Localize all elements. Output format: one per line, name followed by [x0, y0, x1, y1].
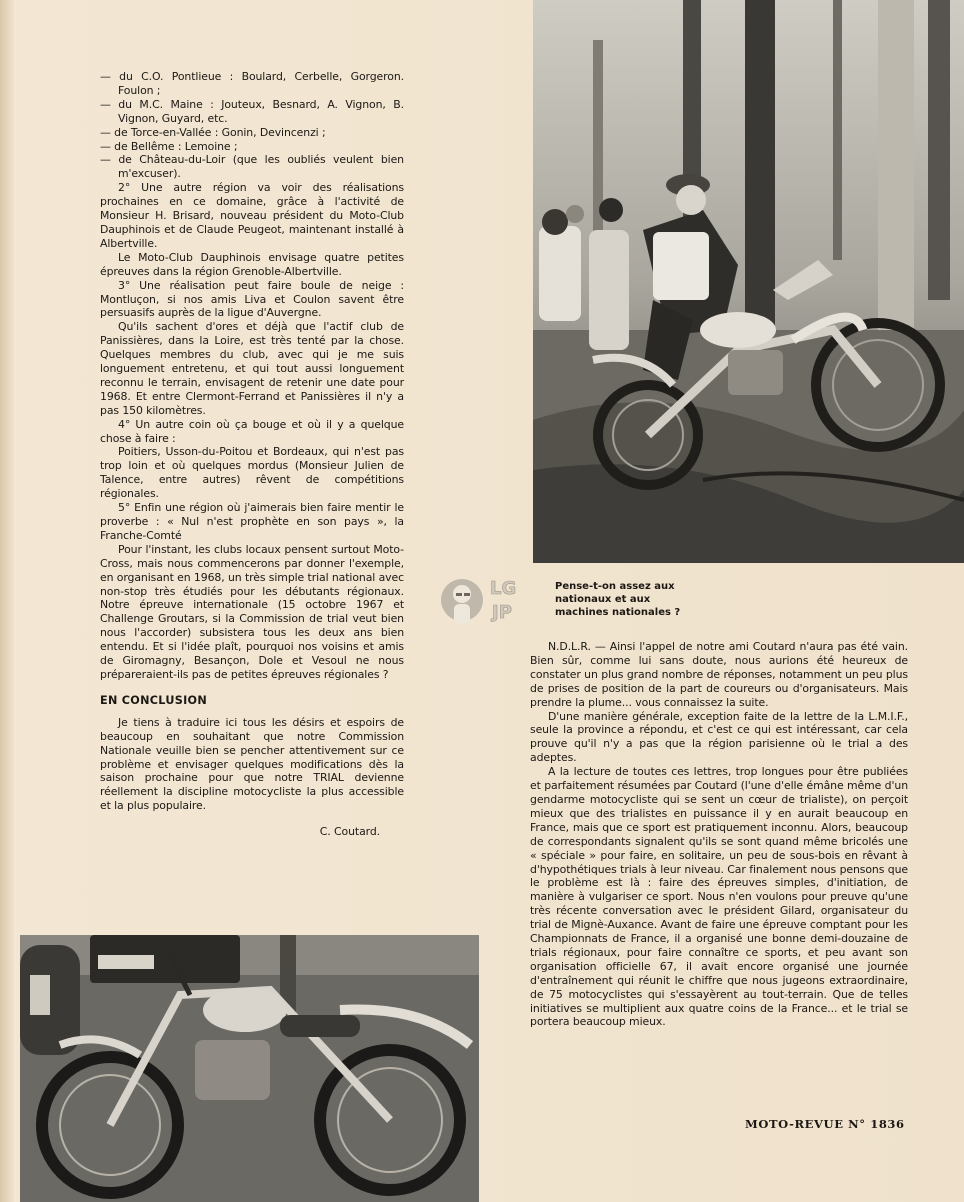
paragraph: A la lecture de toutes ces lettres, trop longues pour être publiées et parfaitement résumées par Coutard (l'une d'elle émâne même d'un gendarme motocycliste qui se sent un cœur de trialiste), on perçoit mieux que des trialistes en puissance il y en aurait beaucoup en France, mais que ce sport est pratiquement inconnu. Alors, beaucoup de correspondants signalent qu'ils se sont quand même bricolés une « spéciale » pour faire, en solitaire, un peu de sous-bois en rêvant à d'hypothétiques trials à leur niveau. Car finalement nous pensons que le problème est là : faire des épreuves simples, d'initiation, de manière à vulgariser ce sport. Nous n'en voulons pour preuve qu'une très récente conversation avec le président Gilard, organisateur du trial de Mignè-Auxance. Avant de faire une épreuve comptant pour les Championnats de France, il a organisé une bonne demi-douzaine de trials régionaux, pour faire connaître ce sports, et peu avant son organisation officielle 67, il avait encore organisé une journée d'entraînement qui réunit le chiffre que nous jugeons extraordinaire, de 75 motocyclistes qui s'essayèrent au tout-terrain. Que de telles initiatives se multiplient aux quatre coins de la France... et le trial se portera beaucoup mieux. [530, 765, 908, 1029]
paragraph: Pour l'instant, les clubs locaux pensent surtout Moto-Cross, mais nous commencerons par donner l'exemple, en organisant en 1968, un très simple trial national avec non-stop très étudiés pour les débutants régionaux. Notre épreuve internationale (15 octobre 1967 et Challenge Groutars, si la Commission de trial veut bien nous l'accorder) subsistera tous les deux ans bien entendu. Et si l'idée plaît, pourquoi nos voisins et amis de Giromagny, Besançon, Dole et Vesoul ne nous prépareraient-ils pas de petites épreuves régionales ? [100, 542, 404, 681]
paragraph: D'une manière générale, exception faite de la lettre de la L.M.I.F., seule la province a répondu, et c'est ce qui est intéressant, car cela prouve qu'il n'y a pas que la région parisienne où le trial a des adeptes. [530, 709, 908, 765]
lgjp-logo [440, 568, 524, 634]
page-edge [0, 0, 14, 1202]
article-right-column [530, 640, 908, 1029]
article-left-column [100, 70, 404, 839]
svg-text:JP: JP [492, 602, 512, 623]
paragraph: — de Château-du-Loir (que les oubliés veulent bien m'excuser). [100, 153, 404, 181]
photo-rider-forest [533, 0, 964, 563]
paragraph: 3° Une réalisation peut faire boule de neige : Montluçon, si nos amis Liva et Coulon savent être persuasifs auprès de la ligue d'Auvergne. [100, 278, 404, 320]
paragraph: — du M.C. Maine : Jouteux, Besnard, A. Vignon, B. Vignon, Guyard, etc. [100, 97, 404, 125]
section-heading: EN CONCLUSION [100, 693, 208, 707]
paragraph: — de Bellême : Lemoine ; [100, 139, 238, 153]
paragraph: Poitiers, Usson-du-Poitou et Bordeaux, qui n'est pas trop loin et où quelques mordus (Monsieur Julien de Talence, entre autres) rêvent de compétitions régionales. [100, 445, 404, 501]
paragraph: — de Torce-en-Vallée : Gonin, Devincenzi ; [100, 125, 326, 139]
svg-text:LG: LG [490, 578, 517, 599]
motorcycle-illustration [20, 935, 479, 1202]
paragraph: N.D.L.R. — Ainsi l'appel de notre ami Coutard n'aura pas été vain. Bien sûr, comme lui sans doute, nous aurions été heureux de constater un plus grand nombre de réponses, notamment un peu plus de prises de position de la part de coureurs ou d'organisateurs. Mais prendre la plume... vous connaissez la suite. [530, 640, 908, 709]
author-signature: C. Coutard. [319, 825, 380, 839]
paragraph: Je tiens à traduire ici tous les désirs et espoirs de beaucoup en souhaitant que notre Commission Nationale veuille bien se pencher attentivement sur ce problème et envisager quelques modifications dès la saison prochaine pour que notre TRIAL devienne réellement la discipline motocycliste la plus accessible et la plus populaire. [100, 715, 404, 813]
logo-graphic [440, 568, 524, 634]
photo-motorcycle [20, 935, 479, 1202]
photo-caption: Pense-t-on assez aux nationaux et aux machines nationales ? [555, 581, 681, 618]
paragraph: Le Moto-Club Dauphinois envisage quatre petites épreuves dans la région Grenoble-Albertville. [100, 250, 404, 278]
paragraph: 4° Un autre coin où ça bouge et où il y a quelque chose à faire : [100, 417, 404, 445]
paragraph: Qu'ils sachent d'ores et déjà que l'actif club de Panissières, dans la Loire, est très tenté par la chose. Quelques membres du club, avec qui je me suis longuement entretenu, et qui tout aussi longuement reconnu le terrain, envisagent de retenir une date pour 1968. Et entre Clermont-Ferrand et Panissières il n'y a pas 150 kilomètres. [100, 320, 404, 417]
rider-forest-illustration [533, 0, 964, 563]
paragraph: — du C.O. Pontlieue : Boulard, Cerbelle, Gorgeron. Foulon ; [100, 70, 404, 97]
paragraph: 5° Enfin une région où j'aimerais bien faire mentir le proverbe : « Nul n'est prophète en son pays », la Franche-Comté [100, 501, 404, 542]
paragraph: 2° Une autre région va voir des réalisations prochaines en ce domaine, grâce à l'activité de Monsieur H. Brisard, nouveau président du Moto-Club Dauphinois et de Claude Peugeot, maintenant installé à Albertville. [100, 181, 404, 250]
footer-issue: MOTO-REVUE N° 1836 [745, 1117, 905, 1131]
